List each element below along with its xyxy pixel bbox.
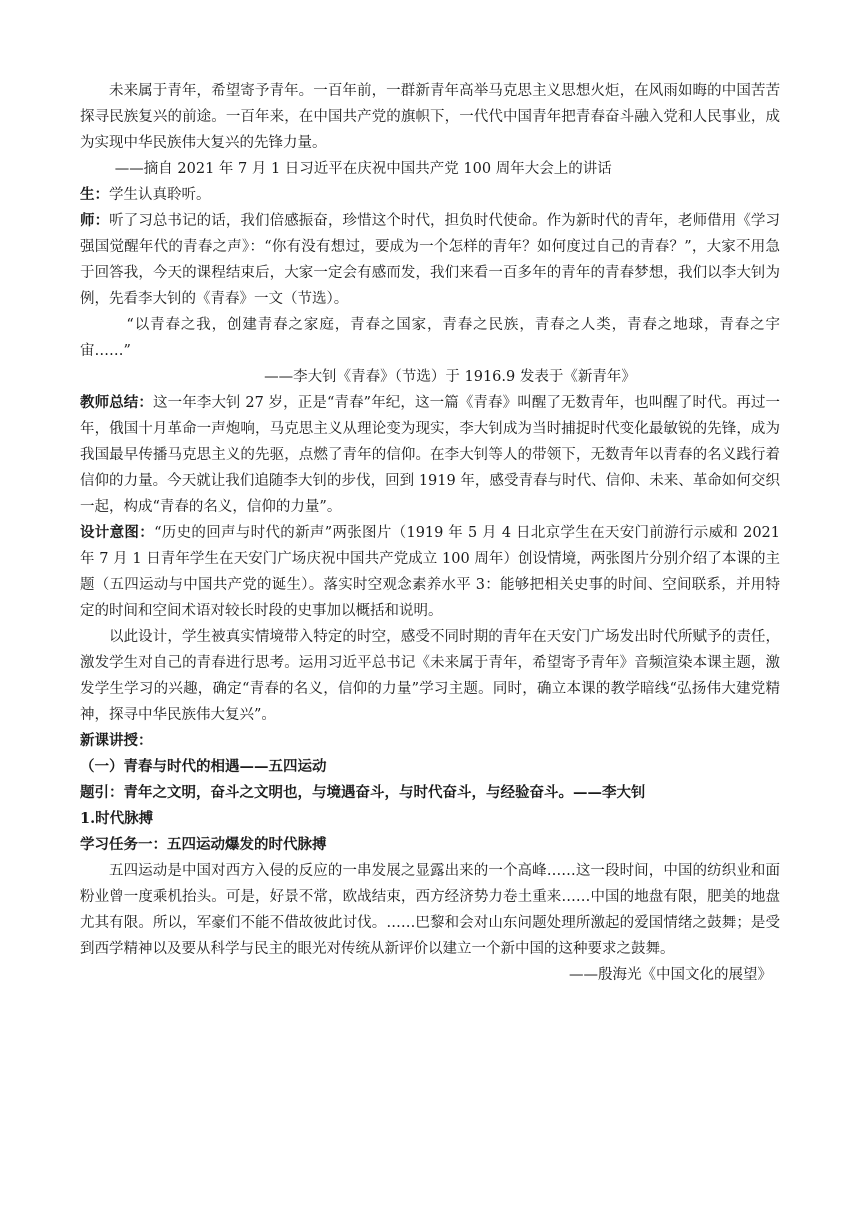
teacher-summary-text: 这一年李大钊 27 岁，正是“青春”年纪，这一篇《青春》叫醒了无数青年，也叫醒了时代。再过一年，俄国十月革命一声炮响，马克思主义从理论变为现实，李大钊成为当时捕捉时代变化最敏锐的先锋，成为我国最早传播马克思主义的先驱，点燃了青年的信仰。在李大钊等人的带领下，无数青年以青春的名义践行着信仰的力量。今天就让我们追随李大钊的步伐，回到 1919 年，感受青春与时代、信仰、未来、革命如何交织一起，构成“青春的名义，信仰的力量”。 [80, 395, 781, 515]
teacher-summary-label: 教师总结： [80, 394, 154, 411]
teacher-label: 师： [80, 212, 110, 229]
intro-heading: 题引：青年之文明，奋斗之文明也，与境遇奋斗，与时代奋斗，与经验奋斗。——李大钊 [80, 784, 646, 801]
teacher-text: 听了习总书记的话，我们倍感振奋，珍惜这个时代，担负时代使命。作为新时代的青年，老师借用《学习强国觉醒年代的青春之声》：“你有没有想过，要成为一个怎样的青年？如何度过自己的青春？”，大家不用急于回答我，今天的课程结束后，大家一定会有感而发，我们来看一百多年的青年的青春梦想，我们以李大钊为例，先看李大钊的《青春》一文（节选）。 [80, 213, 780, 307]
yin-citation: ——殷海光《中国文化的展望》 [569, 967, 772, 983]
subsection-heading: 1.时代脉搏 [80, 810, 154, 827]
speech-quote: 未来属于青年，希望寄予青年。一百年前，一群新青年高举马克思主义思想火炬，在风雨如晦的中国苦苦探寻民族复兴的前途。一百年来，在中国共产党的旗帜下，一代代中国青年把青春奋斗融入党和人民事业，成为实现中华民族伟大复兴的先锋力量。 [80, 83, 780, 151]
design-intent [80, 520, 780, 624]
section-heading: （一）青春与时代的相遇——五四运动 [80, 758, 327, 775]
new-lesson-heading: 新课讲授： [80, 732, 153, 749]
design-intent-label: 设计意图： [80, 524, 155, 541]
qingchun-quote: “以青春之我，创建青春之家庭，青春之国家，青春之民族，青春之人类，青春之地球，青春之宇宙……” [80, 317, 780, 359]
student-label: 生： [80, 186, 109, 203]
teacher-summary [80, 390, 780, 520]
yin-quote: 五四运动是中国对西方入侵的反应的一串发展之显露出来的一个高峰……这一段时间，中国的纺织业和面粉业曾一度乘机抬头。可是，好景不常，欧战结束，西方经济势力卷土重来……中国的地盘有限，肥美的地盘尤其有限。所以，军豪们不能不借故彼此讨伐。……巴黎和会对山东问题处理所激起的爱国情绪之鼓舞；是受到西学精神以及要从科学与民主的眼光对传统从新评价以建立一个新中国的这种要求之鼓舞。 [80, 863, 780, 957]
student-text: 学生认真聆听。 [109, 187, 211, 203]
teacher-line [80, 208, 780, 312]
qingchun-citation: ——李大钊《青春》（节选）于 1916.9 发表于《新青年》 [264, 369, 636, 385]
design-paragraph: 以此设计，学生被真实情境带入特定的时空，感受不同时期的青年在天安门广场发出时代所赋予的责任，激发学生对自己的青春进行思考。运用习近平总书记《未来属于青年，希望寄予青年》音频渲染本课主题，激发学生学习的兴趣，确定“青春的名义，信仰的力量”学习主题。同时，确立本课的教学暗线“弘扬伟大建党精神，探寻中华民族伟大复兴”。 [80, 629, 780, 723]
task-heading: 学习任务一：五四运动爆发的时代脉搏 [80, 836, 327, 853]
design-intent-text: “历史的回声与时代的新声”两张图片（1919 年 5 月 4 日北京学生在天安门前游行示威和 2021 年 7 月 1 日青年学生在天安门广场庆祝中国共产党成立 100 周年）创设情境，两张图片分别介绍了本课的主题（五四运动与中国共产党的诞生）。落实时空观念素养水平 3：能够把相关史事的时间、空间联系，并用特定的时间和空间术语对较长时段的史事加以概括和说明。 [80, 525, 781, 619]
speech-citation: ——摘自 2021 年 7 月 1 日习近平在庆祝中国共产党 100 周年大会上的讲话 [114, 161, 612, 177]
student-line [80, 182, 780, 208]
